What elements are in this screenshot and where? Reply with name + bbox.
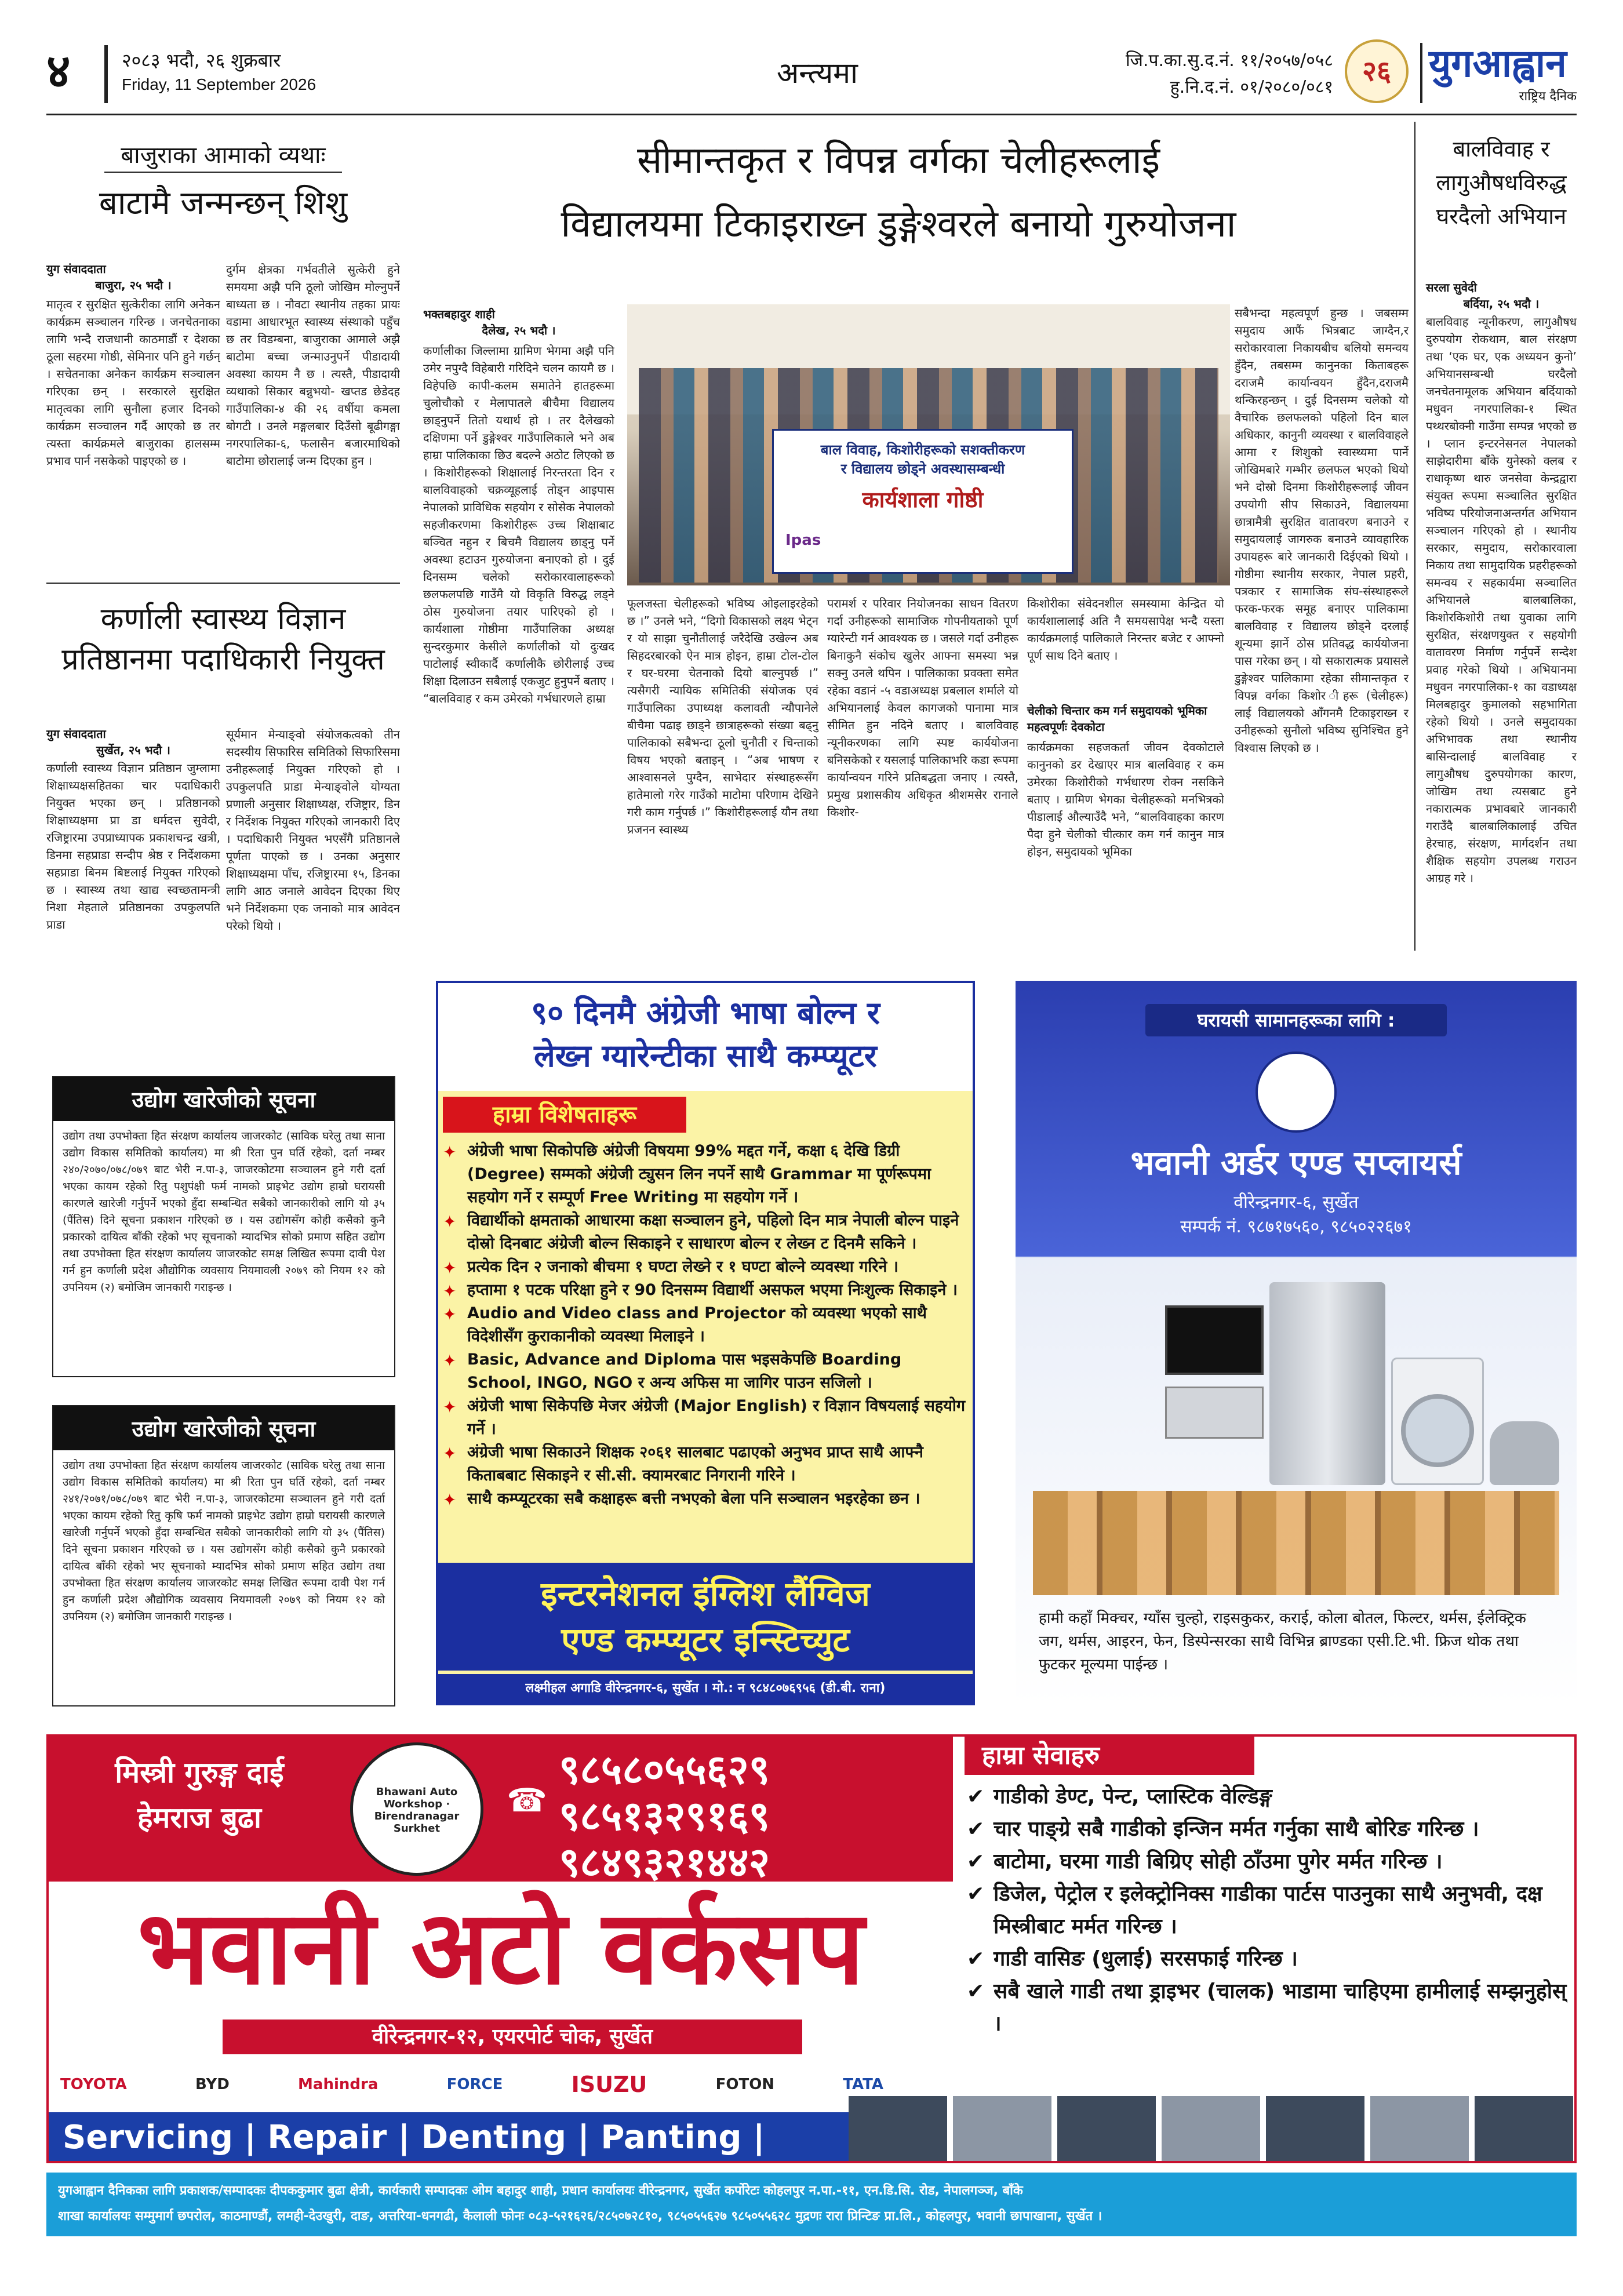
- photo-banner-line1: बाल विवाह, किशोरीहरूको सशक्तीकरण: [820, 442, 1025, 458]
- service-item: [965, 1878, 1567, 1943]
- feature-bullet-icon: ✦: [443, 1351, 457, 1370]
- service-text: चार पाङ्ग्रे सबै गाडीको इन्जिन मर्मत गर्नुका साथै बोरिङ गरिन्छ ।: [994, 1817, 1479, 1841]
- check-icon: ✔: [967, 1850, 985, 1873]
- workshop-seal-text: Bhawani Auto Workshop · Birendranagar Surkhet: [374, 1786, 460, 1835]
- photo-banner-line2: र विद्यालय छोड्ने अवस्थासम्बन्धी: [840, 461, 1005, 477]
- byline-name: भक्तबहादुर शाही: [423, 307, 495, 321]
- byline: [1426, 279, 1577, 312]
- feature-item: [438, 1279, 966, 1302]
- main-body-col1: कर्णालीका जिल्लामा ग्रामिण भेगमा अझै पनि उमेर नपुग्दै विहेबारी गरिदिने चलन कायमै छ । विहेपछि कापी-कलम समातेने हातहरूमा चुलोचौको र मेलापातले बीचैमा विद्यालय छाड्नुपर्ने तितो यथार्थ हो । तर दैलेखको दक्षिणमा पर्ने डुङ्गेश्वर गाउँपालिकाले भने अब हाम्रा पालिकाका छिउ बदल्ने अठोट लिएको छ । किशोरीहरूको शिक्षालाई निरन्तरता दिन र बालविवाहको चक्रव्यूहलाई तोड्न आइपास नेपालको प्राविधिक सहयोग र सोसेक नेपालको सहजीकरणमा किशोरीहरू उच्च शिक्षाबाट बञ्चित नहुन र बिचमै विद्यालय छाड्नु पर्ने अवस्था हटाउन गुरुयोजना बनाएको हो । दुई दिनसम्म चलेको सरोकारवालाहरूको छलफलपछि गाउँमै यो विकृति विरुद्ध लड्ने ठोस गुरुयोजना तयार पारिएको हो । कार्यशाला गोष्ठीमा गाउँपालिका अध्यक्ष सुन्दरकुमार केसीले कर्णालीको यो दुःखद पाटोलाई स्वीकार्दै कर्णालीकै छोरीलाई उच्च शिक्षा दिलाउन सबैलाई एकजुट हुनुपर्ने बताए । “बालविवाह र कम उमेरको गर्भधारणले हाम्रा: [423, 344, 614, 705]
- service-item: [965, 1943, 1567, 1975]
- service-item: [965, 1846, 1567, 1878]
- phone-number-2: ९८५१३२९१६९: [559, 1792, 770, 1840]
- feature-text: साथै कम्प्यूटरका सबै कक्षाहरू बत्ती नभएको बेला पनि सञ्चालन भइरहेका छन ।: [467, 1490, 920, 1508]
- service-text: गाडीको डेण्ट, पेन्ट, प्लास्टिक वेल्डिङ्ग: [994, 1785, 1272, 1809]
- feature-bullet-icon: ✦: [443, 1305, 457, 1324]
- services-bar: Servicing | Repair | Denting | Panting |: [49, 2112, 849, 2163]
- main-body-col4: [1027, 595, 1224, 945]
- ad-headline-line2: लेख्न ग्यारेन्टीका साथै कम्प्यूटर: [534, 1038, 877, 1074]
- main-body-col5: सबैभन्दा महत्वपूर्ण हुन्छ । जबसम्म समुदाय आफैं भित्रबाट जाग्दैन,र सरोकारवाला निकायबीच बलियो समन्वय हुँदैन, तबसम्म कानुनका किताबहरू दराजमै कार्यान्वयन हुँदैन,दराजमै थन्किरहन्छन् । दुई दिनसम्म चलेको यो वैचारिक छलफलको पहिलो दिन बाल अधिकार, कानुनी व्यवस्था र बालविवाहले आमा र शिशुको स्वास्थ्यमा पार्ने जोखिमबारे गम्भीर छलफल भएको थियो भने दोस्रो दिनमा किशोरीहरूलाई जीवन उपयोगी सीप सिकाउने, विद्यालयमा छात्रामैत्री सुरक्षित वातावरण बनाउने र समुदायलाई जागरुक बनाउने व्यावहारिक उपायहरू बारे जानकारी दिईएको थियो । गोष्ठीमा स्थानीय सरकार, नेपाल प्रहरी, पत्रकार र सामाजिक संघ-संस्थाहरूले फरक-फरक समूह बनाएर पालिकामा बालविवाह र विद्यालय छोड्ने दरलाई शून्यमा झार्ने ठोस प्रतिवद्ध कार्ययोजना पास गरेका छन् । यो सकारात्मक प्रयासले डुङ्गेश्वर पालिकामा रहेका सीमान्तकृत र विपन्न वर्गका किशोर ीहरू (चेलीहरू) लाई विद्यालयको आँगनमै टिकाइराख्न र उनीहरूको सुनौलो भविष्य सुनिश्चित हुने विश्वास लिएको छ ।: [1235, 306, 1409, 755]
- service-text: डिजेल, पेट्रोल र इलेक्ट्रोनिक्स गाडीका पार्टस पाउनुका साथै अनुभवी, दक्ष मिस्त्रीबाट मर्मत गरिन्छ ।: [994, 1882, 1542, 1938]
- service-text: बाटोमा, घरमा गाडी बिग्रिए सोही ठाँउमा पुगेर मर्मत गरिन्छ ।: [994, 1850, 1443, 1873]
- appliance-washer-image: [1391, 1358, 1484, 1485]
- story-kicker: बाजुराका आमाको व्यथाः: [121, 142, 326, 169]
- story-body-col1: मातृत्व र सुरक्षित सुत्केरीका लागि अनेकन कार्यक्रम सञ्चालन गरिन्छ । जनचेतनाका लागि भन्दै राजधानी काठमाडौं र देशका ठूला सहरमा गोष्ठी, सेमिनार पनि हुने गर्छन् । सचेतनाका अनेकन कार्यक्रम सञ्चालन गरिएका छन् । सरकारले सुरक्षित मातृत्वका लागि सुनौला हजार दिनको कार्यक्रम सञ्चालन गर्दै आएको छ तर त्यस्ता कार्यक्रमले बाजुराका हालसम्म प्रभाव पार्न नसकेको पाइएको छ ।: [46, 297, 220, 468]
- brand-foton: FOTON: [715, 2076, 775, 2093]
- notice-industry-closure-2: [52, 1405, 395, 1706]
- byline-name: सरला सुवेदी: [1426, 281, 1477, 294]
- notice-title: उद्योग खारेजीको सूचना: [53, 1077, 394, 1121]
- header-rule: [46, 114, 1577, 115]
- byline: [423, 306, 614, 339]
- right-story-headline: बालविवाह र लागुऔषधविरुद्ध घरदैलो अभियान: [1436, 136, 1567, 229]
- page-header: [46, 39, 1577, 109]
- date-english: Friday, 11 September 2026: [122, 75, 316, 93]
- features-list: [438, 1140, 966, 1557]
- feature-item: [438, 1209, 966, 1256]
- ad-bhawani-order-suppliers: [1016, 981, 1577, 1705]
- service-text: गाडी वासिङ (धुलाई) सरसफाई गरिन्छ ।: [994, 1947, 1298, 1971]
- shop-description: हामी कहाँ मिक्चर, ग्याँस चुल्हो, राइसकुकर, कराई, कोला बोतल, फिल्टर, थर्मस, ईलेक्ट्रिक जग, थर्मस, आइरन, फेन, डिस्पेन्सरका साथै विभिन्न ब्राण्डका एसी.टि.भी. फ्रिज थोक तथा फुटकर मूल्यमा पाईन्छ ।: [1039, 1610, 1526, 1673]
- feature-bullet-icon: ✦: [443, 1398, 457, 1417]
- anniversary-number: २६: [1362, 55, 1391, 88]
- brand-force: FORCE: [446, 2076, 503, 2093]
- right-story-body: बालविवाह न्यूनीकरण, लागुऔषध दुरुपयोग रोकथाम, बाल संरक्षण तथा ‘एक घर, एक अध्ययन कुनो’ अभियानसम्बन्धी घरदैलो जनचेतनामूलक अभियान बर्दियाको मधुवन नगरपालिका-१ स्थित पथ्थरबोक्नी गाउँमा सम्पन्न भएको छ । प्लान इन्टरनेसनल नेपालको साझेदारीमा बाँके युनेस्को क्लब र राधाकृष्ण थारु जनसेवा केन्द्रद्वारा संयुक्त रूपमा सञ्चालित सुरक्षित भविष्य परियोजनाअन्तर्गत अभियान सञ्चालन गरिएको हो । स्थानीय सरकार, समुदाय, सरोकारवाला निकाय तथा सामुदायिक प्रहरीहरूको समन्वय र सहकार्यमा सञ्चालित अभियानले बालबालिका, किशोरकिशोरी तथा युवाका लागि सुरक्षित, संरक्षणयुक्त र सहयोगी वातावरण निर्माण गर्नुपर्ने सन्देश प्रवाह गरेको थियो । अभियानमा मधुवन नगरपालिका-१ का वडाध्यक्ष मिलबहादुर कुमालको सहभागिता रहेको थियो । उनले समुदायका अभिभावक तथा स्थानीय बासिन्दालाई बालविवाह र लागुऔषध दुरुपयोगका कारण, जोखिम तथा त्यसबाट हुने नकारात्मक प्रभावबारे जानकारी गराउँदै बालबालिकालाई उचित हेरचाह, संरक्षण, मार्गदर्शन तथा शैक्षिक सहयोग उपलब्ध गराउन आग्रह गरे ।: [1426, 315, 1577, 885]
- institute-name-line1: इन्टरनेशनल इंग्लिश लैंग्विज: [541, 1574, 870, 1614]
- phone-number-1: ९८५८०५५६२९: [559, 1746, 770, 1793]
- phone-number-3: ९८४९३२१४४२: [559, 1839, 770, 1886]
- feature-text: अंग्रेजी भाषा सिकोपछि अंग्रेजी विषयमा 99% मद्दत गर्ने, कक्षा ६ देखि डिग्री (Degree) सम्मको अंग्रेजी ट्युसन लिन नपर्ने साथै Grammar मा पूर्णरूपमा सहयोग गर्ने र सम्पूर्ण Free Writing मा सहयोग गर्ने ।: [467, 1142, 931, 1206]
- feature-text: Audio and Video class and Projector को व्यवस्था भएको साथै विदेशीसँग कुराकानीको व्यवस्था मिलाइने ।: [467, 1304, 927, 1345]
- appliance-fridge-image: [1269, 1282, 1385, 1485]
- story-headline-line1: कर्णाली स्वास्थ्य विज्ञान: [100, 602, 346, 636]
- shop-contact: सम्पर्क नं. ९८७१७५६०, ९८५०२२६७१: [1180, 1217, 1412, 1237]
- features-title: हाम्रा विशेषताहरू: [443, 1097, 686, 1133]
- feature-bullet-icon: ✦: [443, 1444, 457, 1463]
- feature-bullet-icon: ✦: [443, 1212, 457, 1231]
- check-icon: ✔: [967, 1817, 985, 1841]
- service-item: [965, 1781, 1567, 1813]
- imprint-line-1: युगआह्वान दैनिकका लागि प्रकाशक/सम्पादकः दीपककुमार बुढा क्षेत्री, कार्यकारी सम्पादकः ओम बहादुर शाही, प्रधान कार्यालयः वीरेन्द्रनगर, सुर्खेत कर्पोरेटः कोहलपुर न.पा.-११, एन.डि.सि. रोड, नेपालगञ्ज, बाँके: [58, 2184, 1023, 2198]
- services-list: [965, 1781, 1567, 2094]
- story-bajura: [46, 122, 400, 585]
- byline-name: युग संवाददाता: [46, 727, 106, 741]
- feature-text: हप्तामा १ पटक परिक्षा हुने र 90 दिनसम्म विद्यार्थी असफल भएमा निःशुल्क सिकाइने ।: [467, 1281, 958, 1299]
- photo-banner: [772, 429, 1073, 574]
- ad-headline-line1: ९० दिनमै अंग्रेजी भाषा बोल्न र: [531, 995, 880, 1031]
- page-number: ४: [46, 44, 71, 98]
- feature-bullet-icon: ✦: [443, 1490, 457, 1509]
- feature-text: अंग्रेजी भाषा सिकाउने शिक्षक २०६१ सालबाट पढाएको अनुभव प्राप्त साथै आफ्नै किताबबाट सिकाइने र सी.सी. क्यामरबाट निगरानी गरिने ।: [467, 1443, 923, 1484]
- service-item: [965, 1975, 1567, 2040]
- brand-toyota: TOYOTA: [60, 2076, 127, 2093]
- brand-logos: [60, 2064, 883, 2105]
- feature-item: [438, 1348, 966, 1395]
- phone-icon: ☎: [507, 1782, 547, 1820]
- owner-name-2: हेमराज बुढा: [137, 1801, 261, 1835]
- workshop-seal: [350, 1742, 483, 1876]
- shop-logo-icon: [1256, 1051, 1337, 1133]
- feature-bullet-icon: ✦: [443, 1258, 457, 1278]
- owner-panel: [49, 1737, 953, 1886]
- anniversary-badge: [1345, 39, 1409, 103]
- byline: [46, 726, 220, 758]
- washer-door-icon: [1401, 1394, 1474, 1467]
- story-headline: बाटामै जन्मन्छन् शिशु: [99, 184, 348, 222]
- feature-text: अंग्रेजी भाषा सिकेपछि मेजर अंग्रेजी (Major English) र विज्ञान विषयलाई सहयोग गर्ने ।: [467, 1397, 966, 1438]
- workshop-name: भवानी अटो वर्कसप: [137, 1889, 864, 2007]
- feature-item: [438, 1487, 966, 1511]
- separator: [46, 583, 400, 584]
- notice-body: उद्योग तथा उपभोक्ता हित संरक्षण कार्यालय जाजरकोट (साविक घरेलु तथा साना उद्योग विकास समितिको कार्यालय) मा श्री रिता पुन घर्ति रहेको, दर्ता नम्बर २४०/२०७०/०७८/०७९ बाट भेरी न.पा-३, जाजरकोटमा सञ्चालन हुने गरी दर्ता भएका कायम रहेको रितु पशुपंक्षी फर्म नामको प्राइभेट उद्योग हाम्रो घरायसी कारणले खारेजी गर्नुपर्ने भएको हुँदा सम्बन्धित सबैको जानकारीको लागि यो ३५ (पैंतिस) दिने सूचना प्रकाशन गरिएको छ । यस उद्योगसँग कोही कसैको कुनै प्रकारको दायित्व बाँकी रहेको भए सूचनाको म्यादभित्र सोको प्रमाण सहित उद्योग तथा उपभोक्ता हित संरक्षण कार्यालय जाजरकोट समक्ष लिखित रूपमा दावी पेश गर्न हुन कर्णाली प्रदेश औद्योगिक व्यवसाय नियमावली २०७९ को नियम १२ को उपनियम (२) बमोजिम जानकारी गराइन्छ ।: [63, 1130, 385, 1294]
- services-title: हाम्रा सेवाहरु: [965, 1737, 1254, 1775]
- ad-headline-block: [438, 983, 973, 1091]
- check-icon: ✔: [967, 1947, 985, 1971]
- story-body-col2: सूर्यमान मेन्याङ्वो संयोजकत्वको तीन सदस्यीय सिफारिस समितिको सिफारिसमा उनीहरूलाई नियुक्त गरिएको हो । उपकुलपति प्राडा मेन्याङ्वोले योग्यता प्रणाली अनुसार शिक्षाध्यक्ष, रजिष्ट्रार, डिन र निर्देशक नियुक्त गरिएको जानकारी दिए । पदाधिकारी नियुक्त भएसँगै प्रतिष्ठानले पूर्णता पाएको छ । उनका अनुसार शिक्षाध्यक्षमा पाँच, रजिष्ट्रारमा १५, डिनका लागि आठ जनाले आवेदन दिएका थिए भने निर्देशकमा एक जनाको मात्र आवेदन परेको थियो ।: [226, 727, 400, 933]
- main-headline-line1: सीमान्तकृत र विपन्न वर्गका चेलीहरूलाई: [636, 139, 1160, 182]
- vehicle-lineup-image: [849, 2096, 1577, 2163]
- main-body-col4-part1: किशोरीका संवेदनशील समस्यामा केन्द्रित यो कार्यशालालाई अति नै समयसापेक्ष भन्दै यस्ता कार्यक्रमलाई पालिकाले निरन्तर बजेट र आफ्नो पूर्ण साथ दिने बताए ।: [1027, 596, 1224, 663]
- shop-location: वीरेन्द्रनगर-६, सुर्खेत: [1233, 1192, 1359, 1213]
- ad-english-institute: [436, 981, 975, 1705]
- date-nepali: २०८३ भदौ, २६ शुक्रबार: [122, 49, 281, 71]
- main-body-col2: फूलजस्ता चेलीहरूको भविष्य ओइलाइरहेको छ ।” उनले भने, “दिगो विकासको लक्ष्य भेट्न र यो साझा चुनौतीलाई जरैदेखि उखेल्न अब सिहदरबारको ऐन मात्र होइन, हाम्रा टोल-टोल र घर-घरमा चेतनाको दियो बाल्नुपर्छ ।” त्यसैगरी न्यायिक समितिकी संयोजक एवं गाउँपालिका उपाध्यक्ष कलावती न्यौपानेले बीचैमा पढाइ छाड्ने छात्राहरूको संख्या बढ्नु पालिकाको सबैभन्दा ठूलो चुनौती र चिन्ताको विषय भएको बताइन् । “अब भाषण र आश्वासनले पुग्दैन, साभेदार संस्थाहरूसँग हातेमालो गरेर गाउँको माटोमा परिणाम देखिने गरी काम गर्नुपर्छ ।” किशोरीहरूलाई यौन तथा प्रजनन स्वास्थ्य: [627, 596, 818, 836]
- check-icon: ✔: [967, 1882, 985, 1906]
- feature-text: विद्यार्थीको क्षमताको आधारमा कक्षा सञ्चालन हुने, पहिलो दिन मात्र नेपाली बोल्न पाइने दोस्रो दिनबाट अंग्रेजी बोल्न सिकाइने र साधारण बोल्न र लेख्न ट दिनमै सकिने ।: [467, 1211, 959, 1253]
- check-icon: ✔: [967, 1785, 985, 1809]
- workshop-group-photo: [627, 304, 1230, 585]
- header-divider: [104, 45, 108, 103]
- institute-name-line2: एण्ड कम्प्यूटर इन्स्टिच्युट: [561, 1620, 850, 1660]
- brand-byd: BYD: [195, 2076, 230, 2093]
- imprint-line-2: शाखा कार्यालयः सम्मुमार्ग छपरोल, काठमाण्डौं, लमही-देउखुरी, दाङ, अत्तरिया-धनगढी, कैलाली फोनः ०८३-५२१६२६/२८५०७२८१०, ९८५०५५६२७ ९८५०५५६२८ मुद्रणः रारा प्रिन्टिङ प्रा.लि., कोहलपुर, भवानी छापाखाना, सुर्खेत ।: [58, 2209, 1102, 2224]
- byline: [46, 261, 220, 293]
- story-headline-line2: प्रतिष्ठानमा पदाधिकारी नियुक्त: [61, 642, 385, 677]
- feature-item: [438, 1256, 966, 1279]
- kicker-underline: [104, 172, 342, 173]
- warehouse-shelf-image: [1033, 1491, 1559, 1595]
- appliance-microwave-image: [1165, 1387, 1264, 1439]
- institute-name-block: [438, 1563, 973, 1671]
- feature-text: प्रत्येक दिन २ जनाको बीचमा १ घण्टा लेख्ने र १ घण्टा बोल्ने व्यवस्था गरिने ।: [467, 1258, 899, 1276]
- ad-bhawani-auto-workshop: [46, 1734, 1577, 2163]
- brand-isuzu: ISUZU: [571, 2072, 647, 2097]
- feature-item: [438, 1140, 966, 1209]
- feature-item: [438, 1441, 966, 1487]
- registration-2: हु.नि.द.नं. ०१/२०८०/०८१: [1170, 77, 1333, 97]
- appliance-tv-image: [1165, 1305, 1264, 1375]
- institute-address: लक्ष्मीहल अगाडि वीरेन्द्रनगर-६, सुर्खेत । मो.: न ९८४८०७६९५६ (डी.बी. राना): [438, 1674, 973, 1703]
- masthead-subtitle: राष्ट्रिय दैनिक: [1519, 89, 1577, 104]
- main-headline-line2: विद्यालयमा टिकाइराख्न डुङ्गेश्वरले बनायो गुरुयोजना: [561, 203, 1236, 246]
- notice-title: उद्योग खारेजीको सूचना: [53, 1406, 394, 1450]
- notice-industry-closure-1: [52, 1076, 395, 1377]
- separator: [1414, 122, 1415, 951]
- shop-name: भवानी अर्डर एण्ड सप्लायर्स: [1130, 1143, 1462, 1182]
- appliance-cookware-image: [1490, 1421, 1559, 1485]
- feature-bullet-icon: ✦: [443, 1142, 457, 1162]
- sub-headline: चेलीको चिन्तार कम गर्न समुदायको भूमिका महत्वपूर्णः देवकोटा: [1027, 704, 1207, 734]
- imprint-footer: [46, 2173, 1577, 2236]
- check-icon: ✔: [967, 1980, 985, 2003]
- owner-name-1: मिस्त्री गुरुङ्ग दाई: [115, 1756, 284, 1789]
- service-text: सबै खाले गाडी तथा ड्राइभर (चालक) भाडामा चाहिएमा हामीलाई सम्झनुहोस् ।: [994, 1980, 1567, 2036]
- story-body-col1: कर्णाली स्वास्थ्य विज्ञान प्रतिष्ठान जुम्लामा शिक्षाध्यक्षसहितका चार पदाधिकारी नियुक्त भएका छन् । प्रतिष्ठानको शिक्षाध्यक्षमा प्रा डा धर्मदत्त सुवेदी, रजिष्ट्रारमा उपप्राध्यापक प्रकाशचन्द्र खत्री, डिनमा सहप्राडा सन्दीप श्रेष्ठ र निर्देशकमा सहप्राडा बिनम बिष्टलाई नियुक्त गरिएको छ । स्वास्थ्य तथा खाद्य स्वच्छतामन्त्री निशा मेहताले प्रतिष्ठानका उपकुलपति प्राडा: [46, 761, 220, 932]
- story-body-col2: दुर्गम क्षेत्रका गर्भवतीले सुत्केरी हुने समयमा अझै पनि ठूलो जोखिम मोल्नुपर्ने बाध्यता छ । नौवटा स्थानीय तहका प्रायः वडामा आधारभूत स्वास्थ्य संस्थाको पहुँच छ तर विडम्बना, बाजुराका आमाले अझै बाटोमा बच्चा जन्माउनुपर्ने पीडादायी अवस्था कायम नै छ । त्यस्तै, पीडादायी व्यथाको सिकार बन्नुभयो- खप्तड छेडेदह गाउँपालिका-४ की २६ वर्षीया कमला बोगटी । उनले मङ्गलबार दिउँसो बूढीगङ्गा नगरपालिका-६, फलासैन बजारमाथिको बाटोमा छोरालाई जन्म दिएका हुन ।: [226, 263, 400, 468]
- story-karnali-health: [46, 597, 400, 1061]
- main-body-col4-part2: कार्यक्रमका सहजकर्ता जीवन देवकोटाले कानुनको डर देखाएर मात्र बालविवाह र कम उमेरका किशोरीको गर्भधारण रोक्न नसकिने बताए । ग्रामिण भेगका चेलीहरूको मनभित्रको पीडालाई औल्याउँदै भने, “बालविवाहका कारण पैदा हुने चेलीको चीत्कार कम गर्न कानुन मात्र होइन, समुदायको भूमिका: [1027, 740, 1224, 858]
- notice-body: उद्योग तथा उपभोक्ता हित संरक्षण कार्यालय जाजरकोट (साविक घरेलु तथा साना उद्योग विकास समितिको कार्यालय) मा श्री रिता पुन घर्ति रहेको, दर्ता नम्बर २४१/२०७१/०७८/०७९ बाट भेरी न.पा-३, जाजरकोटमा सञ्चालन हुने गरी दर्ता भएका कायम रहेको रितु कृषि फर्म नामको प्राइभेट उद्योग हाम्रो घरायसी कारणले खारेजी गर्नुपर्ने भएको हुँदा सम्बन्धित सबैको जानकारीको लागि यो ३५ (पैंतिस) दिने सूचना प्रकाशन गरिएको छ । यस उद्योगसँग कोही कसैको कुनै प्रकारको दायित्व बाँकी रहेको भए सूचनाको म्यादभित्र सोको प्रमाण सहित उद्योग तथा उपभोक्ता हित संरक्षण कार्यालय जाजरकोट समक्ष लिखित रूपमा दावी पेश गर्न हुन कर्णाली प्रदेश औद्योगिक व्यवसाय नियमावली २०७९ को नियम १२ को उपनियम (२) बमोजिम जानकारी गराइन्छ ।: [63, 1459, 385, 1623]
- feature-item: [438, 1395, 966, 1441]
- byline-name: युग संवाददाता: [46, 262, 106, 276]
- photo-banner-logo: Ipas: [785, 532, 821, 549]
- byline-place: दैलेख, २५ भदौ ।: [482, 323, 556, 337]
- masthead-divider: [1420, 43, 1422, 103]
- feature-text: Basic, Advance and Diploma पास भइसकेपछि Boarding School, INGO, NGO र अन्य अफिस मा जागिर पाउन सजिलो ।: [467, 1351, 902, 1392]
- masthead: युगआह्वान: [1429, 41, 1567, 86]
- ad-tag: घरायसी सामानहरूका लागि :: [1145, 1004, 1447, 1036]
- registration-1: जि.प.का.सु.द.नं. ११/२०५७/०५८: [1125, 50, 1333, 71]
- byline-place: सुर्खेत, २५ भदौ ।: [96, 743, 170, 757]
- brand-tata: TATA: [843, 2076, 883, 2093]
- brand-mahindra: Mahindra: [298, 2076, 379, 2093]
- feature-item: [438, 1302, 966, 1348]
- workshop-address: वीरेन्द्रनगर-१२, एयरपोर्ट चोक, सुर्खेत: [223, 2020, 802, 2054]
- feature-bullet-icon: ✦: [443, 1282, 457, 1301]
- photo-banner-line3: कार्यशाला गोष्ठी: [862, 487, 984, 512]
- section-name: अन्त्यमा: [777, 56, 858, 90]
- main-body-col3: परामर्श र परिवार नियोजनका साधन वितरण गर्दा उनीहरूको सामाजिक गोपनीयताको पूर्ण ग्यारेन्टी गर्न आवश्यक छ । जसले गर्दा उनीहरू बिनाकुनै संकोच खुलेर आफ्ना समस्या भन्न सक्नु उनले थपिन । पालिकाका प्रवक्ता समेत रहेका वडानं -५ वडाअध्यक्ष प्रबलाल शर्माले यो अभियानलाई केवल कागजको पानामा मात्र सीमित हुन नदिने बताए । बालविवाह न्यूनीकरणका लागि स्पष्ट कार्ययोजना बनिसकेको र यसलाई पालिकाभरि कडा रूपमा कार्यान्वयन गरिने प्रतिबद्धता जनाए । त्यस्तै, प्रमुख प्रशासकीय अधिकृत श्रीशमसेर रानाले किशोर-: [827, 596, 1018, 819]
- service-item: [965, 1813, 1567, 1846]
- byline-place: बाजुरा, २५ भदौ ।: [95, 278, 172, 292]
- byline-place: बर्दिया, २५ भदौ ।: [1463, 297, 1540, 311]
